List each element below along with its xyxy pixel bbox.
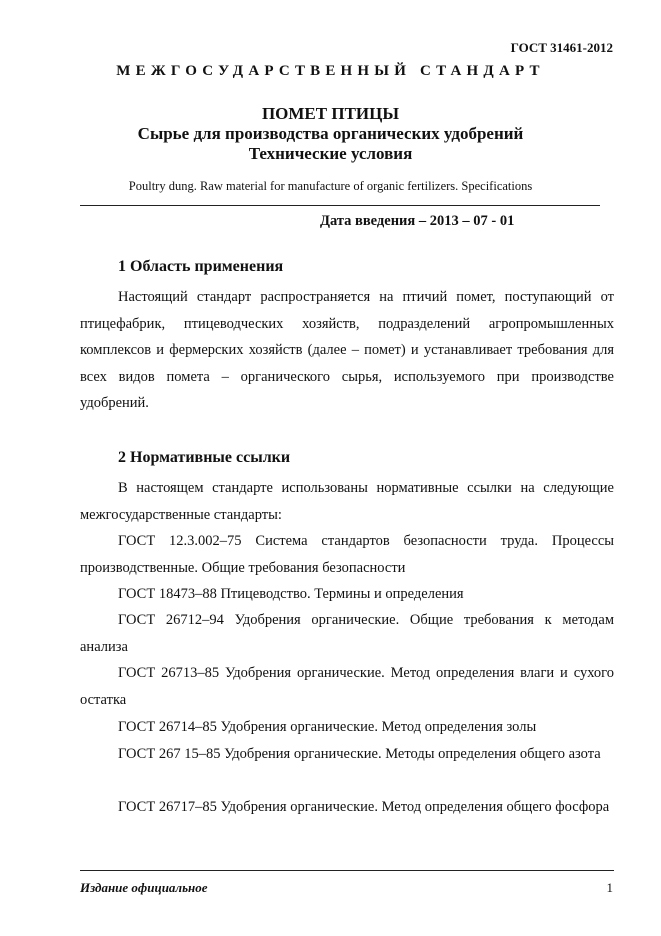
reference-text: ГОСТ 12.3.002–75 Система стандартов безопасности труда. Процессы производственные. Общие требования безопасности: [80, 533, 614, 576]
gost-code: ГОСТ 31461-2012: [510, 40, 613, 55]
interstate-standard-heading: МЕЖГОСУДАРСТВЕННЫЙ СТАНДАРТ: [116, 63, 545, 79]
reference-item: [80, 714, 614, 741]
section-2-intro: [80, 475, 614, 528]
reference-text: ГОСТ 18473–88 Птицеводство. Термины и определения: [118, 586, 464, 602]
reference-item: [80, 794, 614, 821]
footer-divider: [80, 870, 614, 871]
title-main: ПОМЕТ ПТИЦЫ: [261, 104, 400, 123]
title-subtitle: Сырье для производства органических удобрений: [137, 124, 524, 143]
reference-text: ГОСТ 26714–85 Удобрения органические. Метод определения золы: [118, 719, 537, 735]
reference-text: ГОСТ 267 15–85 Удобрения органические. Методы определения общего азота: [118, 746, 601, 762]
title-divider: [80, 205, 600, 206]
page-number: 1: [606, 880, 613, 895]
reference-item: [80, 607, 614, 660]
section-2-heading: 2 Нормативные ссылки: [118, 449, 291, 466]
section-2-intro-text: В настоящем стандарте использованы нормативные ссылки на следующие межгосударственные стандарты:: [80, 480, 614, 523]
reference-item: [80, 581, 614, 608]
reference-item: [80, 528, 614, 581]
section-1-text: [80, 284, 614, 417]
title-spec: Технические условия: [248, 144, 413, 163]
official-edition-label: Издание официальное: [80, 880, 208, 895]
section-1-body: Настоящий стандарт распространяется на птичий помет, поступающий от птицефабрик, птицеводческих хозяйств, подразделений агропромышленных комплексов и фермерских хозяйств (далее – помет) и устанавливает требования для всех видов помета – органического сырья, используемого при производстве удобрений.: [80, 289, 614, 411]
reference-item: [80, 660, 614, 713]
title-block: [0, 104, 661, 164]
section-1-heading: 1 Область применения: [118, 258, 284, 275]
introduction-date: Дата введения – 2013 – 07 - 01: [320, 213, 515, 229]
reference-text: ГОСТ 26712–94 Удобрения органические. Общие требования к методам анализа: [80, 612, 614, 655]
reference-text: ГОСТ 26717–85 Удобрения органические. Метод определения общего фосфора: [118, 799, 610, 815]
reference-text: ГОСТ 26713–85 Удобрения органические. Метод определения влаги и сухого остатка: [80, 665, 614, 708]
reference-item: [80, 741, 614, 768]
title-english: Poultry dung. Raw material for manufacture of organic fertilizers. Specifications: [128, 179, 533, 193]
